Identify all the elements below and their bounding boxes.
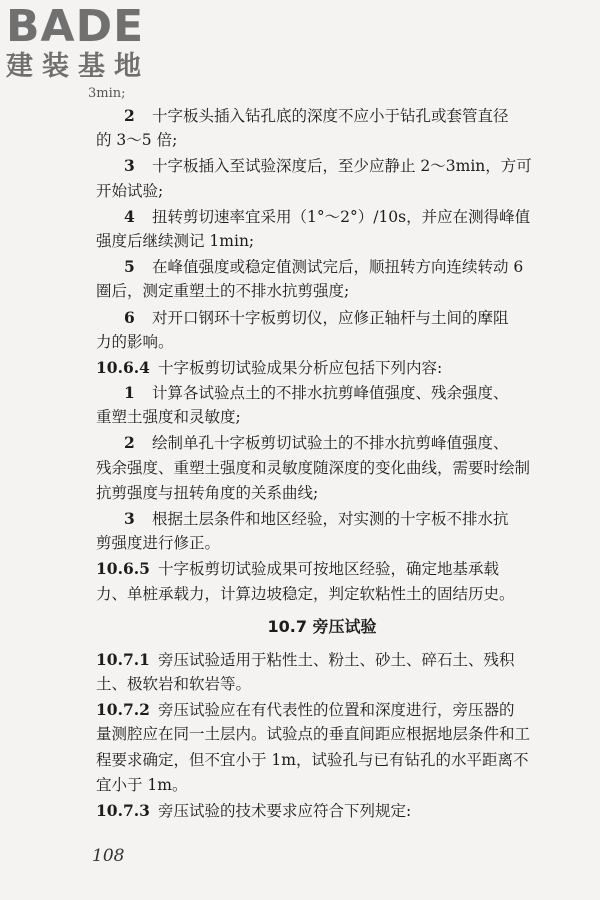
text-line: 量测腔应在同一土层内。试验点的垂直间距应根据地层条件和工	[96, 725, 531, 744]
item-text: 绘制单孔十字板剪切试验土的不排水抗剪峰值强度、	[152, 434, 509, 453]
text-line: 圈后，测定重塑土的不排水抗剪强度;	[96, 282, 350, 301]
item-text: 计算各试验点土的不排水抗剪峰值强度、残余强度、	[152, 384, 509, 403]
clause-text: 旁压试验应在有代表性的位置和深度进行，旁压器的	[158, 701, 515, 720]
clause	[96, 697, 548, 722]
text-line: 强度后继续测记 1min;	[96, 231, 255, 250]
logo-main-text: BADE	[6, 1, 145, 52]
text-line: 力的影响。	[96, 332, 174, 351]
item-text: 根据土层条件和地区经验，对实测的十字板不排水抗	[152, 510, 509, 528]
clause	[96, 798, 548, 823]
list-item	[96, 305, 548, 330]
list-item	[96, 153, 548, 178]
section-heading: 10.7 旁压试验	[267, 616, 377, 636]
text-line: 开始试验;	[96, 181, 164, 200]
clause-text: 十字板剪切试验成果分析应包括下列内容:	[158, 358, 443, 377]
clause-number: 10.6.5	[96, 559, 150, 579]
logo	[6, 1, 176, 82]
clause	[96, 355, 548, 380]
item-number: 1	[124, 383, 135, 403]
item-number: 4	[124, 206, 135, 226]
item-number: 6	[124, 307, 135, 327]
clause-text: 旁压试验适用于粘性土、粉土、砂土、碎石土、残积	[158, 650, 515, 669]
item-number: 3	[124, 509, 135, 528]
clause-number: 10.7.1	[96, 649, 150, 669]
item-number: 2	[124, 433, 135, 453]
text-line: 力、单桩承载力，计算边坡稳定，判定软粘性土的固结历史。	[96, 584, 515, 603]
page-number: 108	[92, 846, 125, 866]
text-line: 残余强度、重塑土强度和灵敏度随深度的变化曲线，需要时绘制	[96, 458, 531, 477]
list-item	[96, 254, 548, 279]
item-number: 2	[124, 106, 135, 125]
clause-text: 旁压试验的技术要求应符合下列规定:	[158, 801, 412, 820]
item-text: 十字板头插入钻孔底的深度不应小于钻孔或套管直径	[152, 107, 509, 125]
item-text: 对开口钢环十字板剪切仪，应修正轴杆与土间的摩阻	[152, 308, 509, 327]
clause-number: 10.7.2	[96, 700, 150, 720]
item-text: 十字板插入至试验深度后，至少应静止 2～3min，方可	[152, 157, 532, 176]
text-line: 宜小于 1m。	[96, 775, 188, 794]
list-item	[96, 204, 548, 229]
list-item	[96, 430, 548, 455]
text-line: 土、极软岩和软岩等。	[96, 674, 252, 693]
text-line: 的 3～5 倍;	[96, 131, 178, 150]
text-line: 抗剪强度与扭转角度的关系曲线;	[96, 483, 319, 502]
clause-number: 10.6.4	[96, 357, 150, 377]
clause	[96, 556, 548, 581]
logo-sub-text: 建装基地	[6, 51, 150, 82]
text-line: 程要求确定，但不宜小于 1m，试验孔与已有钻孔的水平距离不	[96, 750, 529, 769]
clause-number: 10.7.3	[96, 800, 150, 820]
item-text: 扭转剪切速率宜采用（1°～2°）/10s，并应在测得峰值	[152, 207, 531, 226]
clause	[96, 647, 548, 672]
list-item	[96, 506, 548, 531]
page-body	[96, 103, 548, 823]
list-item	[96, 380, 548, 405]
item-number: 5	[124, 257, 135, 277]
clause-text: 十字板剪切试验成果可按地区经验，确定地基承载	[158, 560, 500, 579]
list-item	[96, 103, 548, 128]
item-text: 在峰值强度或稳定值测试完后，顺扭转方向连续转动 6	[152, 258, 524, 277]
item-number: 3	[124, 156, 135, 176]
text-line: 重塑土强度和灵敏度;	[96, 408, 241, 427]
cut-off-fragment: 3min;	[88, 86, 126, 101]
text-line: 剪强度进行修正。	[96, 534, 221, 553]
